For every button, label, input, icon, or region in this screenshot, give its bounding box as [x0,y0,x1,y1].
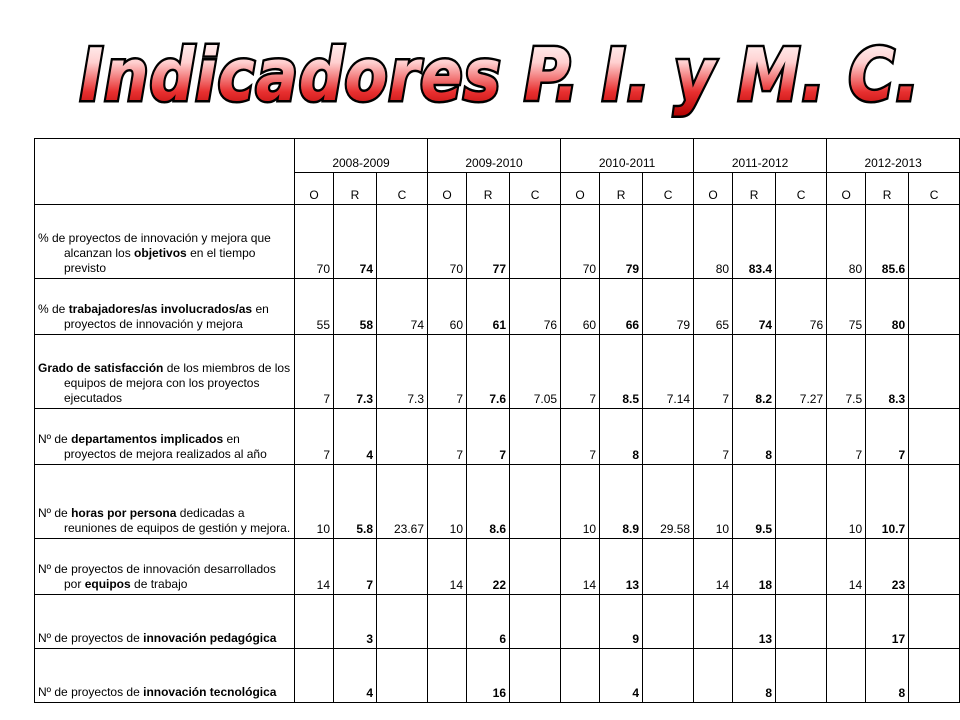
indicator-label [35,279,295,335]
comparison-cell [643,409,694,465]
comparison-cell [909,409,960,465]
objective-cell: 80 [827,205,866,279]
year-header-row [35,139,960,173]
result-cell: 5.8 [334,465,377,539]
comparison-cell [776,205,827,279]
comparison-cell: 7.14 [643,335,694,409]
indicator-label [35,205,295,279]
objective-cell: 7 [428,335,467,409]
comparison-cell [909,465,960,539]
result-cell: 58 [334,279,377,335]
indicator-label-text: en proyectos de mejora realizados al año [64,432,267,461]
comparison-cell [909,539,960,595]
result-cell: 8.2 [733,335,776,409]
subcolumn-header: O [827,173,866,205]
result-cell: 4 [600,649,643,703]
comparison-cell [510,649,561,703]
objective-cell [694,595,733,649]
objective-cell [827,649,866,703]
objective-cell [561,649,600,703]
result-cell: 61 [467,279,510,335]
objective-cell [561,595,600,649]
comparison-cell: 76 [776,279,827,335]
result-cell: 79 [600,205,643,279]
indicator-label-text: Nº de proyectos de [38,631,144,645]
result-cell: 13 [733,595,776,649]
result-cell: 8.5 [600,335,643,409]
objective-cell: 10 [827,465,866,539]
year-header: 2010-2011 [561,139,694,173]
indicator-label-bold: horas por persona [71,506,177,520]
comparison-cell [510,409,561,465]
subcolumn-header: R [733,173,776,205]
objective-cell: 7 [694,335,733,409]
result-cell: 7 [334,539,377,595]
result-cell: 8 [866,649,909,703]
title-text: Indicadores P. I. y M. C. [80,33,920,117]
result-cell: 74 [334,205,377,279]
result-cell: 8 [733,649,776,703]
result-cell: 7 [467,409,510,465]
objective-cell: 10 [428,465,467,539]
comparison-cell [510,205,561,279]
objective-cell: 7 [561,409,600,465]
objective-cell [295,595,334,649]
indicator-label-bold: Grado de satisfacción [38,361,164,375]
objective-cell: 14 [561,539,600,595]
indicator-label [35,409,295,465]
objective-cell: 7 [694,409,733,465]
objective-cell: 10 [295,465,334,539]
table-row [35,539,960,595]
subcolumn-header: R [334,173,377,205]
comparison-cell [643,595,694,649]
result-cell: 6 [467,595,510,649]
comparison-cell [776,649,827,703]
objective-cell: 7 [428,409,467,465]
objective-cell: 14 [827,539,866,595]
corner-cell [35,139,295,205]
result-cell: 17 [866,595,909,649]
objective-cell [428,595,467,649]
objective-cell: 14 [295,539,334,595]
result-cell: 8 [733,409,776,465]
objective-cell: 7.5 [827,335,866,409]
result-cell: 8 [600,409,643,465]
result-cell: 9 [600,595,643,649]
subcolumn-header: C [776,173,827,205]
comparison-cell [776,409,827,465]
objective-cell: 10 [561,465,600,539]
subcolumn-header: R [866,173,909,205]
year-header: 2009-2010 [428,139,561,173]
indicator-label [35,595,295,649]
result-cell: 10.7 [866,465,909,539]
comparison-cell [643,539,694,595]
result-cell: 80 [866,279,909,335]
objective-cell: 75 [827,279,866,335]
year-header: 2008-2009 [295,139,428,173]
indicator-label-text: Nº de [38,506,72,520]
table-row [35,465,960,539]
indicators-table [34,138,960,703]
result-cell: 77 [467,205,510,279]
indicator-label-bold: innovación pedagógica [143,631,277,645]
comparison-cell [377,649,428,703]
objective-cell: 55 [295,279,334,335]
result-cell: 7.6 [467,335,510,409]
subcolumn-header: R [467,173,510,205]
comparison-cell [377,409,428,465]
objective-cell: 7 [827,409,866,465]
objective-cell: 10 [694,465,733,539]
table-row [35,595,960,649]
subcolumn-header: C [643,173,694,205]
comparison-cell [909,279,960,335]
comparison-cell [643,205,694,279]
year-header: 2012-2013 [827,139,960,173]
subcolumn-header: R [600,173,643,205]
result-cell: 23 [866,539,909,595]
objective-cell: 70 [561,205,600,279]
comparison-cell: 29.58 [643,465,694,539]
objective-cell: 14 [694,539,733,595]
subcolumn-header: O [295,173,334,205]
result-cell: 18 [733,539,776,595]
result-cell: 7 [866,409,909,465]
subcolumn-header: O [694,173,733,205]
objective-cell: 60 [561,279,600,335]
subcolumn-header: C [909,173,960,205]
indicator-label-text: dedicadas a reuniones de equipos de gestión y mejora. [64,506,291,535]
comparison-cell [909,649,960,703]
table-row [35,649,960,703]
comparison-cell [510,595,561,649]
indicator-label-text: de los miembros de los equipos de mejora con los proyectos ejecutados [64,361,291,405]
year-header: 2011-2012 [694,139,827,173]
objective-cell: 7 [561,335,600,409]
comparison-cell [909,205,960,279]
result-cell: 85.6 [866,205,909,279]
comparison-cell: 7.05 [510,335,561,409]
comparison-cell [377,595,428,649]
objective-cell: 14 [428,539,467,595]
result-cell: 13 [600,539,643,595]
comparison-cell [377,539,428,595]
objective-cell: 65 [694,279,733,335]
comparison-cell [377,205,428,279]
objective-cell: 70 [428,205,467,279]
table-row [35,409,960,465]
comparison-cell [643,649,694,703]
indicator-label-bold: equipos [84,577,131,591]
objective-cell [428,649,467,703]
objective-cell: 7 [295,409,334,465]
indicator-label-bold: innovación tecnológica [143,685,277,699]
indicator-label-bold: departamentos implicados [71,432,224,446]
result-cell: 66 [600,279,643,335]
comparison-cell: 79 [643,279,694,335]
comparison-cell: 74 [377,279,428,335]
indicator-label-bold: objetivos [134,246,187,260]
objective-cell: 7 [295,335,334,409]
table-row [35,205,960,279]
subcolumn-header: O [561,173,600,205]
result-cell: 22 [467,539,510,595]
indicator-label-text: Nº de proyectos de [38,685,144,699]
subcolumn-header: C [510,173,561,205]
objective-cell [827,595,866,649]
indicator-label-text: % de proyectos de innovación y mejora que alcanzan los [38,231,271,260]
indicator-label-text: de trabajo [130,577,188,591]
comparison-cell [510,465,561,539]
indicator-label-text: en proyectos de innovación y mejora [64,302,269,331]
indicator-label [35,539,295,595]
result-cell: 4 [334,649,377,703]
comparison-cell [909,595,960,649]
result-cell: 8.9 [600,465,643,539]
result-cell: 9.5 [733,465,776,539]
comparison-cell [776,465,827,539]
comparison-cell [510,539,561,595]
result-cell: 3 [334,595,377,649]
objective-cell [295,649,334,703]
result-cell: 16 [467,649,510,703]
indicator-label-text: % de [38,302,69,316]
subcolumn-header: C [377,173,428,205]
comparison-cell [776,539,827,595]
subcolumn-header: O [428,173,467,205]
objective-cell: 80 [694,205,733,279]
comparison-cell: 7.27 [776,335,827,409]
table-row [35,335,960,409]
result-cell: 8.6 [467,465,510,539]
indicator-label-text: Nº de proyectos de innovación desarrollados por [38,562,276,591]
indicator-label [35,465,295,539]
objective-cell: 60 [428,279,467,335]
result-cell: 7.3 [334,335,377,409]
page-title [0,0,960,130]
comparison-cell: 7.3 [377,335,428,409]
result-cell: 8.3 [866,335,909,409]
comparison-cell [776,595,827,649]
indicator-label [35,649,295,703]
objective-cell [694,649,733,703]
result-cell: 83.4 [733,205,776,279]
indicator-label [35,335,295,409]
comparison-cell: 76 [510,279,561,335]
result-cell: 74 [733,279,776,335]
comparison-cell: 23.67 [377,465,428,539]
indicator-label-text: Nº de [38,432,72,446]
comparison-cell [909,335,960,409]
table-row [35,279,960,335]
result-cell: 4 [334,409,377,465]
objective-cell: 70 [295,205,334,279]
indicator-label-bold: trabajadores/as involucrados/as [68,302,253,316]
indicator-label-text: en el tiempo previsto [64,246,256,275]
